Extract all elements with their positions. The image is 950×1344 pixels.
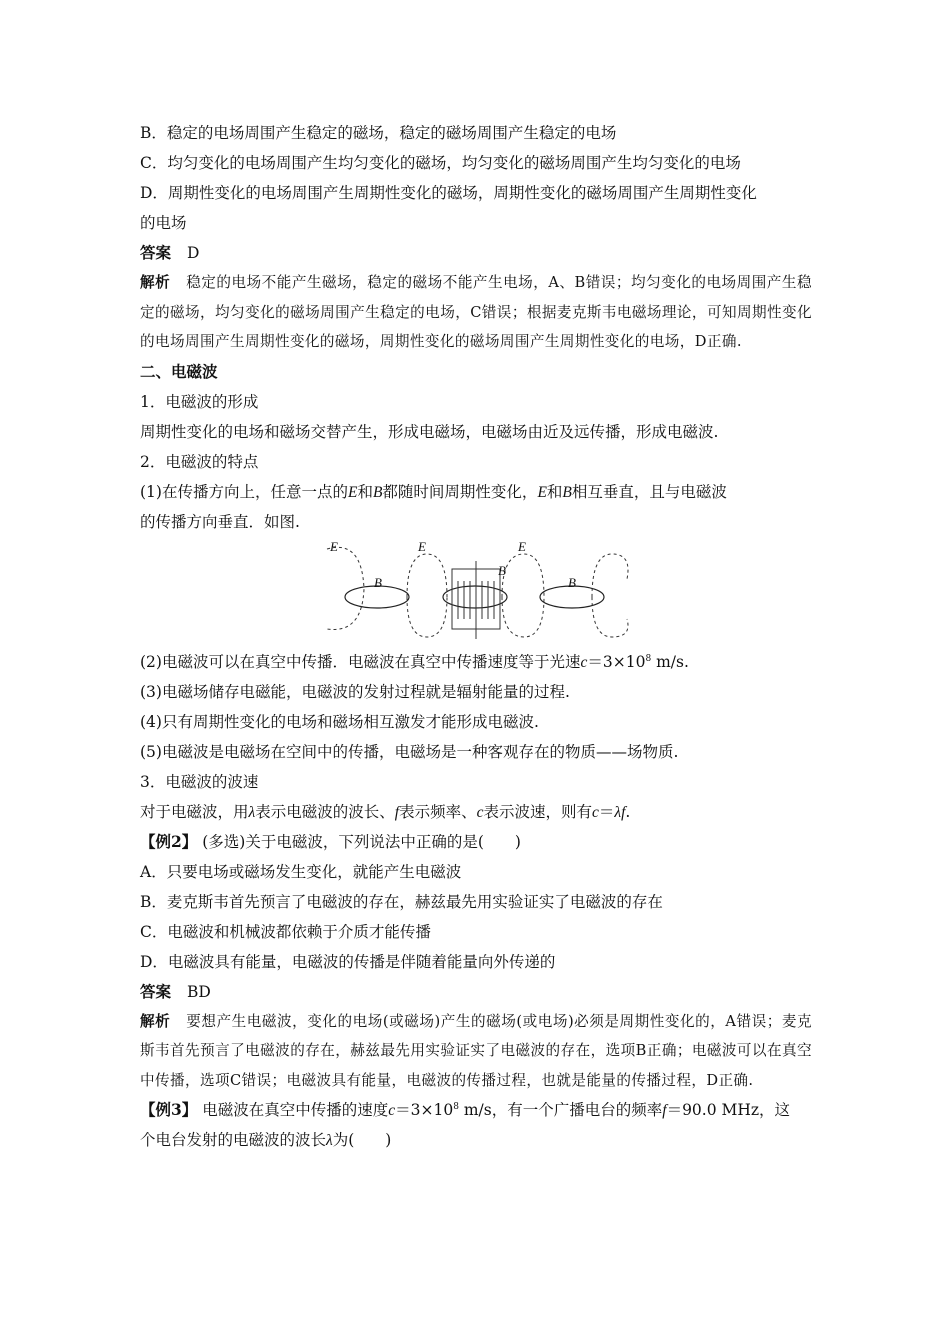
- text: m/s，有一个广播电台的频率: [458, 1101, 663, 1119]
- label-e3: E: [518, 538, 526, 554]
- document-page: [140, 118, 812, 1155]
- answer-label: 答案: [140, 981, 172, 1001]
- section-title: 二、电磁波: [140, 361, 218, 381]
- q1-option-c: C．均匀变化的电场周围产生均匀变化的磁场，均匀变化的磁场周围产生均匀变化的电场: [140, 154, 741, 172]
- example-2-answer: [140, 977, 812, 1007]
- b-ellipse-2: [443, 586, 507, 608]
- label-b3: B: [568, 574, 576, 590]
- text: 都随时间周期性变化，: [382, 482, 538, 501]
- answer-label: 答案: [140, 243, 172, 262]
- center-box: [452, 561, 500, 639]
- example-stem: (多选)关于电磁波，下列说法中正确的是( ): [197, 832, 521, 851]
- example-2-option-a: A．只要电场或磁场发生变化，就能产生电磁波: [140, 862, 462, 881]
- example-tag: 【例2】: [140, 831, 198, 851]
- text: ＝: [598, 802, 615, 821]
- symbol-lambda: λ: [248, 803, 256, 821]
- label-e2: E: [418, 538, 426, 554]
- para-feature-2: [140, 647, 812, 677]
- symbol-e: E: [537, 483, 547, 501]
- symbol-lambda: λ: [326, 1132, 333, 1149]
- analysis-text: 要想产生电磁波，变化的电场(或磁场)产生的磁场(或电场)必须是周期性变化的，A错误；麦克斯韦首先预言了电磁波的存在，赫兹最先用实验证实了电磁波的存在，选项B正确；电磁波可以在真空中传播，选项C错误；电磁波具有能量，电磁波的传播过程，也就是能量的传播过程，D正确.: [140, 1012, 812, 1089]
- label-b1: B: [374, 574, 382, 590]
- text: 和: [357, 482, 373, 501]
- analysis-label: 解析: [140, 1012, 171, 1030]
- q1-option-d-line1: D．周期性变化的电场周围产生周期性变化的磁场，周期性变化的磁场周围产生周期性变化: [140, 184, 757, 202]
- para-formation: 周期性变化的电场和磁场交替产生，形成电磁场，电磁场由近及远传播，形成电磁波.: [140, 422, 719, 441]
- text: ＝3×10: [587, 652, 646, 671]
- q1-option-b: B．稳定的电场周围产生稳定的磁场，稳定的磁场周围产生稳定的电场: [140, 124, 617, 142]
- symbol-c: c: [388, 1102, 396, 1119]
- symbol-c: c: [476, 803, 484, 821]
- example-2-stem: [140, 827, 812, 857]
- label-e1: E: [330, 538, 338, 554]
- label-b2: B: [498, 562, 506, 578]
- e-loop-5: [502, 597, 544, 637]
- para-feature-3: (3)电磁场储存电磁能，电磁波的发射过程就是辐射能量的过程.: [140, 682, 570, 701]
- symbol-f: f: [662, 1102, 667, 1119]
- e-loop-2: [407, 554, 447, 597]
- example-2-option-c: C．电磁波和机械波都依赖于介质才能传播: [140, 922, 431, 941]
- text: 表示频率、: [399, 802, 477, 821]
- q1-answer: [140, 238, 812, 268]
- example-2-option-b: B．麦克斯韦首先预言了电磁波的存在，赫兹最先用实验证实了电磁波的存在: [140, 892, 663, 911]
- heading-formation: 1．电磁波的形成: [140, 392, 259, 411]
- para-feature-1: [140, 477, 812, 507]
- text: 表示波速，则有: [483, 802, 592, 821]
- symbol-c: c: [580, 653, 588, 671]
- e-loop-7: [592, 597, 628, 637]
- para-speed: [140, 797, 812, 827]
- text: (1)在传播方向上，任意一点的: [140, 482, 348, 501]
- text: 个电台发射的电磁波的波长: [140, 1131, 327, 1149]
- example-2-analysis: [140, 1007, 812, 1096]
- para-feature-1-line2: 的传播方向垂直．如图.: [140, 512, 300, 531]
- analysis-label: 解析: [140, 274, 171, 291]
- answer-value: D: [187, 244, 200, 262]
- text: (2)电磁波可以在真空中传播．电磁波在真空中传播速度等于光速: [140, 652, 581, 671]
- text: 和: [546, 482, 563, 501]
- symbol-b: B: [372, 483, 383, 501]
- unit: m/s.: [651, 652, 689, 671]
- example-3-stem-line2: [140, 1125, 812, 1155]
- e-loop-4: [502, 554, 544, 597]
- symbol-b: B: [562, 483, 572, 501]
- q1-option-d-line2: 的电场: [140, 214, 187, 232]
- para-feature-4: (4)只有周期性变化的电场和磁场相互激发才能形成电磁波.: [140, 712, 539, 731]
- exponent: 8: [453, 1102, 459, 1112]
- electric-field-loops: [327, 547, 628, 637]
- text: 表示电磁波的波长、: [255, 802, 395, 821]
- example-tag: 【例3】: [140, 1100, 198, 1119]
- text: ＝3×10: [395, 1101, 454, 1119]
- answer-value: BD: [187, 982, 211, 1001]
- text: 电磁波在真空中传播的速度: [197, 1101, 389, 1119]
- example-2-option-d: D．电磁波具有能量，电磁波的传播是伴随着能量向外传递的: [140, 952, 556, 971]
- e-loop-3: [407, 597, 447, 637]
- heading-features: 2．电磁波的特点: [140, 452, 259, 471]
- symbol-lambda-f: λf: [614, 803, 626, 821]
- symbol-f: f: [394, 803, 400, 821]
- em-wave-figure: [140, 539, 812, 643]
- analysis-text: 稳定的电场不能产生磁场，稳定的磁场不能产生电场，A、B错误；均匀变化的电场周围产生稳定的磁场，均匀变化的磁场周围产生稳定的电场，C错误；根据麦克斯韦电磁场理论，可知周期性变化的电场周围产生周期性变化的磁场，周期性变化的磁场周围产生周期性变化的电场，D正确.: [140, 274, 812, 350]
- exponent: 8: [645, 653, 652, 664]
- text: 相互垂直，且与电磁波: [571, 482, 727, 501]
- text: ＝90.0 MHz，这: [666, 1101, 791, 1119]
- text: .: [625, 802, 631, 821]
- symbol-c: c: [591, 803, 599, 821]
- text: 对于电磁波，用: [140, 802, 249, 821]
- example-3-stem: [140, 1095, 812, 1125]
- heading-speed: 3．电磁波的波速: [140, 772, 259, 791]
- text: 为( ): [332, 1131, 392, 1149]
- symbol-e: E: [347, 483, 358, 501]
- magnetic-field-ellipses: [345, 586, 604, 608]
- em-wave-diagram: [322, 539, 632, 639]
- q1-analysis: [140, 268, 812, 357]
- para-feature-5: (5)电磁波是电磁场在空间中的传播，电磁场是一种客观存在的物质——场物质.: [140, 742, 679, 761]
